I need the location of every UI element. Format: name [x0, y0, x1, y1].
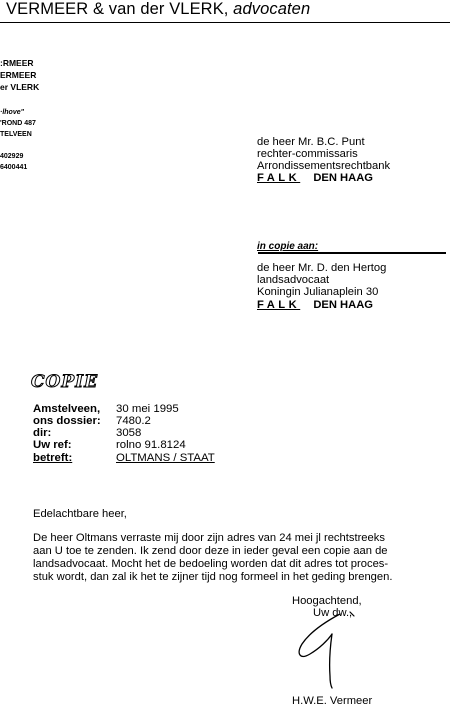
ref-label: ons dossier:	[33, 415, 101, 427]
salutation: Edelachtbare heer,	[33, 508, 127, 520]
sidebar-line: 6400441	[0, 164, 28, 171]
letterhead-profession: advocaten	[233, 0, 311, 18]
copy-name: de heer Mr. D. den Hertog	[257, 262, 387, 274]
closing-greeting: Hoogachtend,	[292, 595, 362, 607]
ref-label: dir:	[33, 427, 52, 439]
letterhead	[6, 0, 310, 19]
body-line: De heer Oltmans verraste mij door zijn adres van 24 mei jl rechtstreeks	[33, 532, 385, 544]
ref-value-your-ref: rolno 91.8124	[116, 439, 186, 451]
ref-value-dossier: 7480.2	[116, 415, 151, 427]
sidebar-line: :RMEER	[0, 58, 34, 68]
copy-city: DEN HAAG	[313, 299, 373, 311]
falk-mark: FALK	[257, 172, 301, 184]
copy-role: landsadvocaat	[257, 274, 330, 286]
ref-label: betreft:	[33, 452, 73, 464]
letterhead-divider	[0, 22, 450, 23]
recipient-role: rechter-commissaris	[257, 148, 358, 160]
recipient-city-line	[257, 172, 373, 184]
body-line: landsadvocaat. Mocht het de bedoeling worden dat dit adres tot proces-	[33, 558, 389, 570]
recipient-name: de heer Mr. B.C. Punt	[257, 136, 365, 148]
handwritten-signature	[280, 610, 370, 690]
letterhead-names: VERMEER & van der VLERK,	[6, 0, 229, 18]
copy-to-label: in copie aan:	[257, 241, 319, 252]
closing-yours: Uw dw.,	[313, 607, 353, 619]
falk-mark: FALK	[257, 299, 301, 311]
copy-street: Koningin Julianaplein 30	[257, 286, 379, 298]
sidebar-line: ·lhove"	[0, 109, 24, 116]
sidebar-line: er VLERK	[0, 82, 40, 92]
recipient-court: Arrondissementsrechtbank	[257, 160, 391, 172]
signer-name: H.W.E. Vermeer	[292, 695, 373, 707]
copy-city-line	[257, 299, 373, 311]
ref-value-date: 30 mei 1995	[116, 403, 179, 415]
ref-value-subject: OLTMANS / STAAT	[116, 452, 215, 464]
copie-stamp: COPIE	[31, 372, 99, 392]
body-line: aan U toe te zenden. Ik zend door deze in ieder geval een copie aan de	[33, 545, 388, 557]
body-line: stuk wordt, dan zal ik het te zijner tijd nog formeel in het geding brengen.	[33, 571, 393, 583]
recipient-city: DEN HAAG	[313, 172, 373, 184]
reference-table	[33, 403, 293, 465]
sidebar-line: 402929	[0, 153, 24, 160]
sidebar-line: ERMEER	[0, 70, 37, 80]
ref-label: Uw ref:	[33, 439, 72, 451]
copy-to-divider	[258, 252, 446, 254]
sidebar-line: 'ROND 487	[0, 120, 36, 127]
ref-label: Amstelveen,	[33, 403, 101, 415]
sidebar-line: TELVEEN	[0, 131, 32, 138]
ref-value-dir: 3058	[116, 427, 142, 439]
